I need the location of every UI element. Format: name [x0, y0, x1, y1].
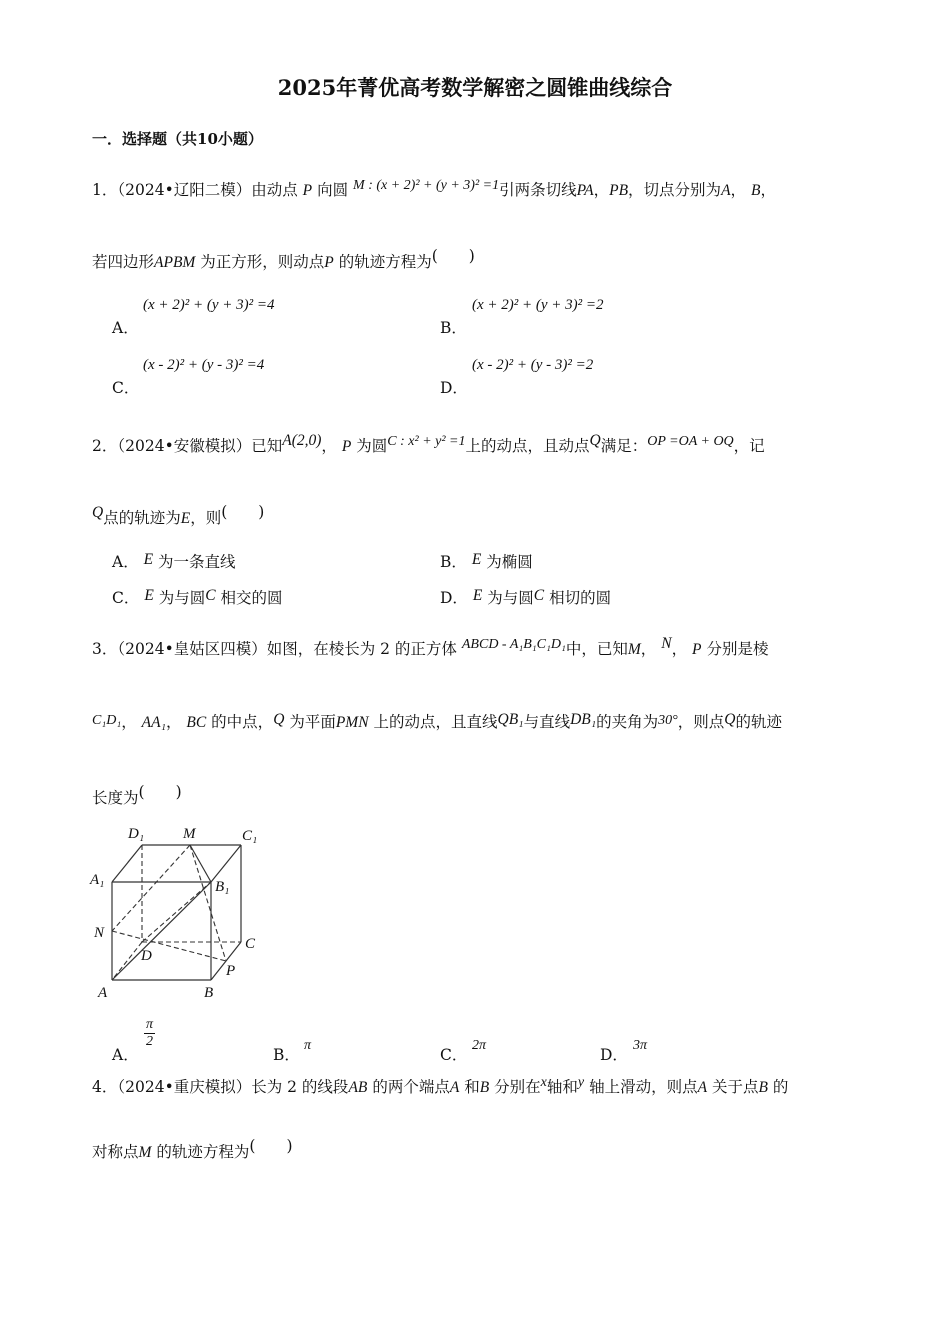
question-3-line-1 — [92, 635, 769, 661]
text: ， — [165, 713, 182, 731]
text: 为椭圆 — [486, 553, 533, 571]
option-a-label: A． — [112, 319, 139, 337]
text: 长度为 — [92, 789, 139, 807]
text: 引两条切线 — [499, 181, 577, 199]
math: M — [627, 641, 641, 658]
math: PMN — [335, 714, 369, 731]
math: P — [341, 438, 352, 455]
question-source: （2024•安徽模拟） — [117, 437, 252, 455]
text: ， — [321, 437, 337, 455]
question-1-line-1 — [92, 180, 776, 202]
question-source: （2024•重庆模拟） — [117, 1078, 252, 1096]
text: 相交的圆 — [220, 589, 283, 607]
math: Q — [273, 711, 285, 728]
text: 为圆 — [356, 437, 388, 455]
math: QB₁ — [497, 711, 524, 728]
label-p: P — [226, 963, 236, 979]
text: 的 — [772, 1078, 789, 1096]
math: C₁D₁ — [92, 713, 122, 728]
math: P — [324, 254, 334, 271]
text: 为一条直线 — [158, 553, 236, 571]
question-3-line-2 — [92, 712, 782, 734]
math: Q — [92, 504, 104, 521]
option-b: (x + 2)² + (y + 3)² =2 — [472, 297, 604, 313]
option-label: C． — [112, 589, 140, 607]
option-a: (x + 2)² + (y + 3)² =4 — [143, 297, 275, 313]
text: 如图，在棱长为 2 的正方体 — [266, 640, 457, 658]
math: E — [472, 587, 483, 604]
question-number: 4． — [92, 1078, 118, 1096]
text: 已知 — [251, 437, 283, 455]
math: B — [750, 182, 761, 199]
math: Q — [724, 711, 736, 728]
answer-paren: ( ) — [221, 503, 265, 521]
math: M — [138, 1144, 152, 1161]
vector-equation: OP =OA + OQ — [647, 434, 734, 449]
fraction-denominator: 2 — [146, 1034, 153, 1049]
math: C — [205, 587, 216, 604]
option-b — [440, 552, 533, 573]
text: ，则点 — [677, 713, 725, 731]
math: Q — [589, 432, 601, 449]
text: ， — [640, 640, 657, 658]
option-a-fraction — [144, 1017, 155, 1050]
math: B — [758, 1079, 768, 1096]
question-1-line-2 — [92, 247, 475, 273]
text: 的轨迹方程为 — [156, 1143, 250, 1161]
math: E — [144, 587, 154, 604]
option-d-label: D． — [600, 1046, 628, 1064]
text: 的中点， — [211, 713, 274, 731]
text: 分别在 — [494, 1078, 541, 1096]
math: PB — [609, 182, 629, 199]
math: A — [721, 182, 731, 199]
label-b1: B₁ — [215, 879, 230, 895]
label-d: D — [141, 948, 152, 964]
section-heading: 一．选择题（共10小题） — [92, 130, 263, 148]
text: 的轨迹 — [735, 713, 783, 731]
math: AB — [348, 1079, 368, 1096]
math: A(2,0) — [282, 432, 322, 449]
option-d: (x - 2)² + (y - 3)² =2 — [472, 357, 594, 373]
label-d1: D₁ — [128, 826, 145, 842]
text: 为正方形，则动点 — [200, 253, 325, 271]
circle-equation: C : x² + y² =1 — [387, 434, 466, 449]
option-b-label: B． — [440, 319, 467, 337]
text: ，切点分别为 — [628, 181, 722, 199]
question-number: 2． — [92, 437, 118, 455]
math: ABCD - A₁B₁C₁D₁ — [461, 637, 566, 652]
text: 满足： — [600, 437, 648, 455]
text: 和 — [464, 1078, 480, 1096]
option-d-label: D． — [440, 379, 468, 397]
label-a: A — [98, 985, 108, 1001]
text: ，则 — [190, 509, 222, 527]
math: P — [302, 182, 313, 199]
math: APBM — [154, 254, 196, 271]
math: PA — [576, 182, 594, 199]
text: 分别是棱 — [706, 640, 769, 658]
option-b-label: B． — [273, 1046, 300, 1064]
math: E — [143, 551, 154, 568]
math: N — [661, 635, 672, 652]
text: 的夹角为 — [596, 713, 659, 731]
answer-paren: ( ) — [138, 783, 182, 801]
option-d — [440, 588, 611, 609]
text: 由动点 — [251, 181, 298, 199]
math: x — [540, 1075, 547, 1090]
label-n: N — [94, 925, 105, 941]
option-a — [112, 552, 236, 573]
math: BC — [186, 714, 207, 731]
page-title: 2025年菁优高考数学解密之圆锥曲线综合 — [277, 75, 673, 100]
text: ，记 — [733, 437, 765, 455]
text: 对称点 — [92, 1143, 139, 1161]
option-c — [112, 588, 283, 609]
text: 中，已知 — [565, 640, 628, 658]
fraction-numerator: π — [146, 1017, 154, 1032]
text: 的两个端点 — [372, 1078, 450, 1096]
text: 长为 2 的线段 — [251, 1078, 349, 1096]
option-c-label: C． — [112, 379, 140, 397]
question-source: （2024•皇姑区四模） — [117, 640, 267, 658]
option-label: A． — [112, 553, 139, 571]
text: 点的轨迹为 — [103, 509, 181, 527]
question-3-line-3 — [92, 783, 182, 808]
option-c: 2π — [472, 1038, 487, 1053]
math: A — [449, 1079, 460, 1096]
text: ， — [730, 181, 747, 199]
label-c: C — [245, 936, 256, 952]
question-4-line-2 — [92, 1137, 293, 1163]
option-c-label: C． — [440, 1046, 468, 1064]
option-d: 3π — [633, 1038, 648, 1053]
question-number: 1． — [92, 181, 118, 199]
text: 为与圆 — [487, 589, 534, 607]
label-c1: C₁ — [242, 828, 258, 844]
math: DB₁ — [570, 711, 597, 728]
option-label: B． — [440, 553, 467, 571]
question-number: 3． — [92, 640, 118, 658]
text: 上的动点，且直线 — [373, 713, 498, 731]
text: 为与圆 — [158, 589, 206, 607]
label-m: M — [183, 826, 196, 842]
math: E — [471, 551, 482, 568]
math: y — [577, 1075, 585, 1090]
question-source: （2024•辽阳二模） — [117, 181, 252, 199]
option-a-label: A． — [112, 1046, 139, 1064]
option-label: D． — [440, 589, 468, 607]
math: B — [479, 1079, 490, 1096]
math: E — [180, 510, 191, 527]
text: 轴和 — [546, 1078, 578, 1096]
answer-paren: ( ) — [431, 247, 475, 265]
cube-figure — [86, 818, 276, 1008]
label-b: B — [204, 985, 214, 1001]
text: 相切的圆 — [549, 589, 612, 607]
text: 若四边形 — [92, 253, 155, 271]
text: ， — [760, 181, 776, 199]
math: 30° — [658, 713, 678, 728]
answer-paren: ( ) — [249, 1137, 293, 1155]
option-c: (x - 2)² + (y - 3)² =4 — [143, 357, 265, 373]
text: 上的动点，且动点 — [465, 437, 590, 455]
text: 的轨迹方程为 — [338, 253, 432, 271]
text: 向圆 — [317, 181, 349, 199]
math: C — [533, 587, 545, 604]
math: AA₁ — [141, 714, 166, 731]
math: P — [692, 641, 702, 658]
text: 与直线 — [523, 713, 571, 731]
text: 轴上滑动，则点 — [589, 1078, 698, 1096]
text: ， — [671, 640, 688, 658]
question-2-line-1 — [92, 432, 765, 458]
text: 为平面 — [289, 713, 336, 731]
text: ， — [593, 181, 610, 199]
circle-equation: M : (x + 2)² + (y + 3)² =1 — [353, 178, 500, 193]
question-4-line-1 — [92, 1077, 788, 1099]
option-b: π — [304, 1038, 312, 1053]
text: 关于点 — [711, 1078, 759, 1096]
text: ， — [121, 713, 137, 731]
question-2-line-2 — [92, 503, 265, 529]
label-a1: A₁ — [90, 872, 105, 888]
math: A — [697, 1079, 708, 1096]
